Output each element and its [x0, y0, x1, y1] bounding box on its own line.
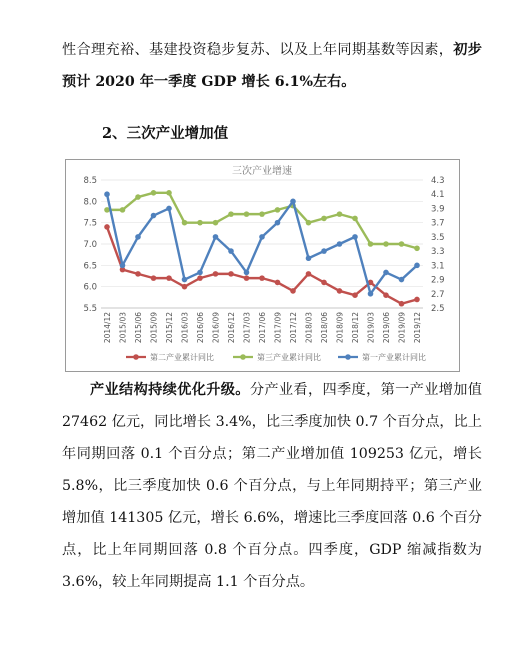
data-point — [120, 207, 126, 213]
data-point — [383, 241, 389, 247]
data-point — [197, 270, 203, 276]
data-point — [321, 280, 327, 286]
data-point — [228, 211, 234, 217]
data-point — [306, 220, 312, 226]
data-point — [213, 234, 219, 240]
x-axis-tick-label: 2019/06 — [382, 312, 391, 344]
legend-label: 第二产业累计同比 — [150, 353, 214, 362]
legend-label: 第一产业累计同比 — [362, 353, 426, 362]
data-point — [383, 270, 389, 276]
x-axis-tick-label: 2015/12 — [165, 312, 174, 344]
data-point — [135, 234, 141, 240]
x-axis-tick-label: 2016/09 — [211, 312, 221, 344]
line-chart — [66, 160, 459, 371]
left-axis-tick-label: 7.0 — [83, 240, 97, 250]
x-axis-tick-label: 2014/12 — [103, 312, 112, 344]
left-axis-tick-label: 6.5 — [83, 261, 97, 272]
data-point — [135, 271, 141, 277]
data-point — [275, 207, 281, 213]
right-axis-tick-label: 3.3 — [431, 247, 445, 258]
data-point — [352, 234, 358, 240]
data-point — [182, 284, 188, 290]
x-axis-tick-label: 2015/03 — [118, 312, 128, 344]
data-point — [306, 271, 312, 277]
x-axis-tick-label: 2015/09 — [149, 312, 159, 344]
right-axis-tick-label: 2.9 — [431, 275, 445, 286]
legend-swatch-marker — [240, 354, 246, 360]
x-axis-tick-label: 2019/12 — [413, 312, 422, 344]
data-point — [151, 190, 157, 196]
data-point — [213, 271, 219, 277]
right-axis-tick-label: 3.7 — [431, 218, 445, 229]
data-point — [259, 211, 265, 217]
right-axis-tick-label: 2.5 — [431, 304, 445, 314]
data-point — [321, 216, 327, 222]
x-axis-tick-label: 2017/09 — [273, 312, 283, 344]
data-point — [399, 277, 405, 283]
x-axis-tick-label: 2016/12 — [227, 312, 236, 344]
data-point — [182, 277, 188, 283]
right-axis-tick-label: 3.5 — [431, 232, 445, 243]
data-point — [104, 191, 110, 197]
x-axis-tick-label: 2019/09 — [397, 312, 407, 344]
data-point — [352, 216, 358, 222]
data-point — [244, 270, 250, 276]
data-point — [414, 263, 420, 269]
data-point — [399, 301, 405, 307]
data-point — [166, 206, 172, 212]
data-point — [321, 248, 327, 254]
left-axis-tick-label: 5.5 — [83, 304, 97, 314]
data-point — [368, 291, 374, 297]
data-point — [228, 271, 234, 277]
intro-bold-text: 初步预计 2020 年一季度 GDP 增长 6.1%左右。 — [62, 42, 482, 90]
data-point — [275, 220, 281, 226]
right-axis-tick-label: 2.7 — [431, 289, 445, 300]
legend-label: 第三产业累计同比 — [257, 353, 321, 362]
data-point — [151, 275, 157, 281]
data-point — [414, 245, 420, 251]
data-point — [104, 224, 110, 230]
x-axis-tick-label: 2018/06 — [320, 312, 329, 344]
data-point — [259, 234, 265, 240]
section-heading: 2、三次产业增加值 — [102, 125, 229, 142]
body-paragraph — [62, 374, 482, 598]
x-axis-tick-label: 2017/03 — [242, 312, 252, 344]
left-axis-tick-label: 7.5 — [83, 218, 97, 229]
x-axis-tick-label: 2018/09 — [335, 312, 345, 344]
left-axis-tick-label: 8.5 — [83, 176, 97, 186]
x-axis-tick-label: 2019/03 — [366, 312, 376, 344]
body-bold-lead: 产业结构持续优化升级。 — [90, 382, 250, 398]
chart-frame — [65, 159, 460, 372]
chart-title: 三次产业增速 — [232, 166, 292, 177]
data-point — [259, 275, 265, 281]
data-point — [197, 275, 203, 281]
x-axis-tick-label: 2016/03 — [180, 312, 190, 344]
data-point — [135, 194, 141, 200]
data-point — [275, 280, 281, 286]
x-axis-tick-label: 2015/06 — [134, 312, 143, 344]
left-axis-tick-label: 8.0 — [83, 197, 97, 208]
data-point — [120, 263, 126, 269]
data-point — [166, 275, 172, 281]
right-axis-tick-label: 4.3 — [431, 176, 445, 186]
data-point — [414, 297, 420, 303]
data-point — [368, 241, 374, 247]
right-axis-tick-label: 3.9 — [431, 204, 445, 215]
data-point — [290, 199, 296, 205]
data-point — [337, 241, 343, 247]
data-point — [244, 211, 250, 217]
body-text: 分产业看，四季度，第一产业增加值 27462 亿元，同比增长 3.4%，比三季度加快 0.7 个百分点，比上年同期回落 0.1 个百分点；第二产业增加值 109253 亿元，增长 5.8%，比三季度加快 0.6 个百分点，与上年同期持平；第三产业增加值 141305 亿元，增长 6.6%，增速比三季度回落 0.6 个百分点，比上年同期回落 0.8 个百分点。四季度，GDP 缩减指数为 3.6%，较上年同期提高 1.1 个百分点。 — [62, 382, 482, 590]
data-point — [306, 255, 312, 261]
data-point — [166, 190, 172, 196]
data-point — [244, 275, 250, 281]
data-point — [352, 292, 358, 298]
x-axis-tick-label: 2017/06 — [258, 312, 267, 344]
x-axis-tick-label: 2016/06 — [196, 312, 205, 344]
legend-swatch-marker — [345, 354, 351, 360]
data-point — [197, 220, 203, 226]
x-axis-tick-label: 2018/12 — [351, 312, 360, 344]
legend-swatch-marker — [133, 354, 139, 360]
data-point — [290, 288, 296, 294]
x-axis-tick-label: 2017/12 — [289, 312, 298, 344]
intro-text: 性合理充裕、基建投资稳步复苏、以及上年同期基数等因素， — [62, 42, 454, 58]
data-point — [228, 248, 234, 254]
intro-paragraph — [62, 34, 482, 98]
right-axis-tick-label: 4.1 — [431, 190, 445, 201]
data-point — [337, 288, 343, 294]
left-axis-tick-label: 6.0 — [83, 282, 97, 293]
data-point — [182, 220, 188, 226]
data-point — [337, 211, 343, 217]
data-point — [383, 292, 389, 298]
right-axis-tick-label: 3.1 — [431, 261, 445, 272]
data-point — [213, 220, 219, 226]
data-point — [399, 241, 405, 247]
x-axis-tick-label: 2018/03 — [304, 312, 314, 344]
data-point — [151, 213, 157, 219]
